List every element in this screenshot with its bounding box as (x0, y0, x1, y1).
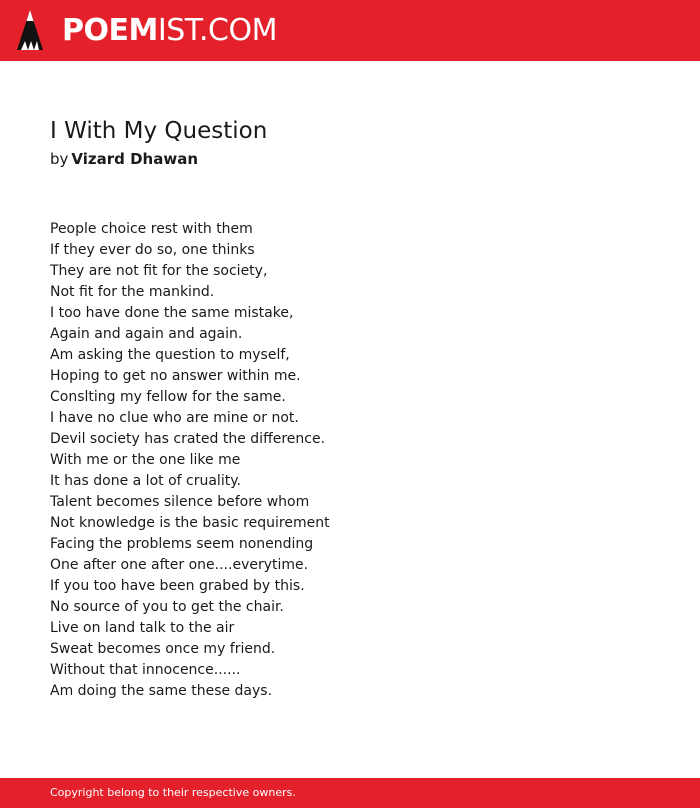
poem-line: Talent becomes silence before whom (50, 494, 310, 510)
footer-bar (0, 778, 700, 808)
poem-line: If they ever do so, one thinks (50, 242, 255, 258)
poem-line: They are not fit for the society, (50, 263, 268, 279)
byline (50, 149, 198, 169)
poem-line: With me or the one like me (50, 452, 241, 468)
poem-line: Hoping to get no answer within me. (50, 368, 301, 384)
pencil-tip-icon[interactable] (17, 10, 43, 52)
poem-body (50, 219, 330, 702)
poem-line: I have no clue who are mine or not. (50, 410, 299, 426)
poem-line: Conslting my fellow for the same. (50, 389, 286, 405)
brand-light-text: IST.COM (157, 13, 277, 48)
poem-line: Without that innocence...... (50, 662, 241, 678)
poem-line: Sweat becomes once my friend. (50, 641, 276, 657)
header-bar (0, 0, 700, 61)
by-label: by (50, 150, 69, 168)
poem-line: One after one after one....everytime. (50, 557, 309, 573)
poem-line: Devil society has crated the difference. (50, 431, 326, 447)
poem-line: People choice rest with them (50, 221, 253, 237)
author-name: Vizard Dhawan (71, 150, 199, 168)
poem-line: No source of you to get the chair. (50, 599, 284, 615)
poem-line: Again and again and again. (50, 326, 243, 342)
poem-line: Am doing the same these days. (50, 683, 273, 699)
poem-line: Not fit for the mankind. (50, 284, 215, 300)
poem-line: Am asking the question to myself, (50, 347, 290, 363)
poem-line: It has done a lot of cruality. (50, 473, 241, 489)
brand-bold-text: POEM (62, 13, 158, 48)
poem-line: I too have done the same mistake, (50, 305, 294, 321)
copyright-text: Copyright belong to their respective owners. (50, 786, 296, 799)
poem-line: Facing the problems seem nonending (50, 536, 314, 552)
poem-line: Live on land talk to the air (50, 620, 235, 636)
poem-title: I With My Question (50, 118, 268, 144)
poem-line: Not knowledge is the basic requirement (50, 515, 330, 531)
site-logo[interactable] (62, 12, 277, 50)
poem-line: If you too have been grabed by this. (50, 578, 305, 594)
